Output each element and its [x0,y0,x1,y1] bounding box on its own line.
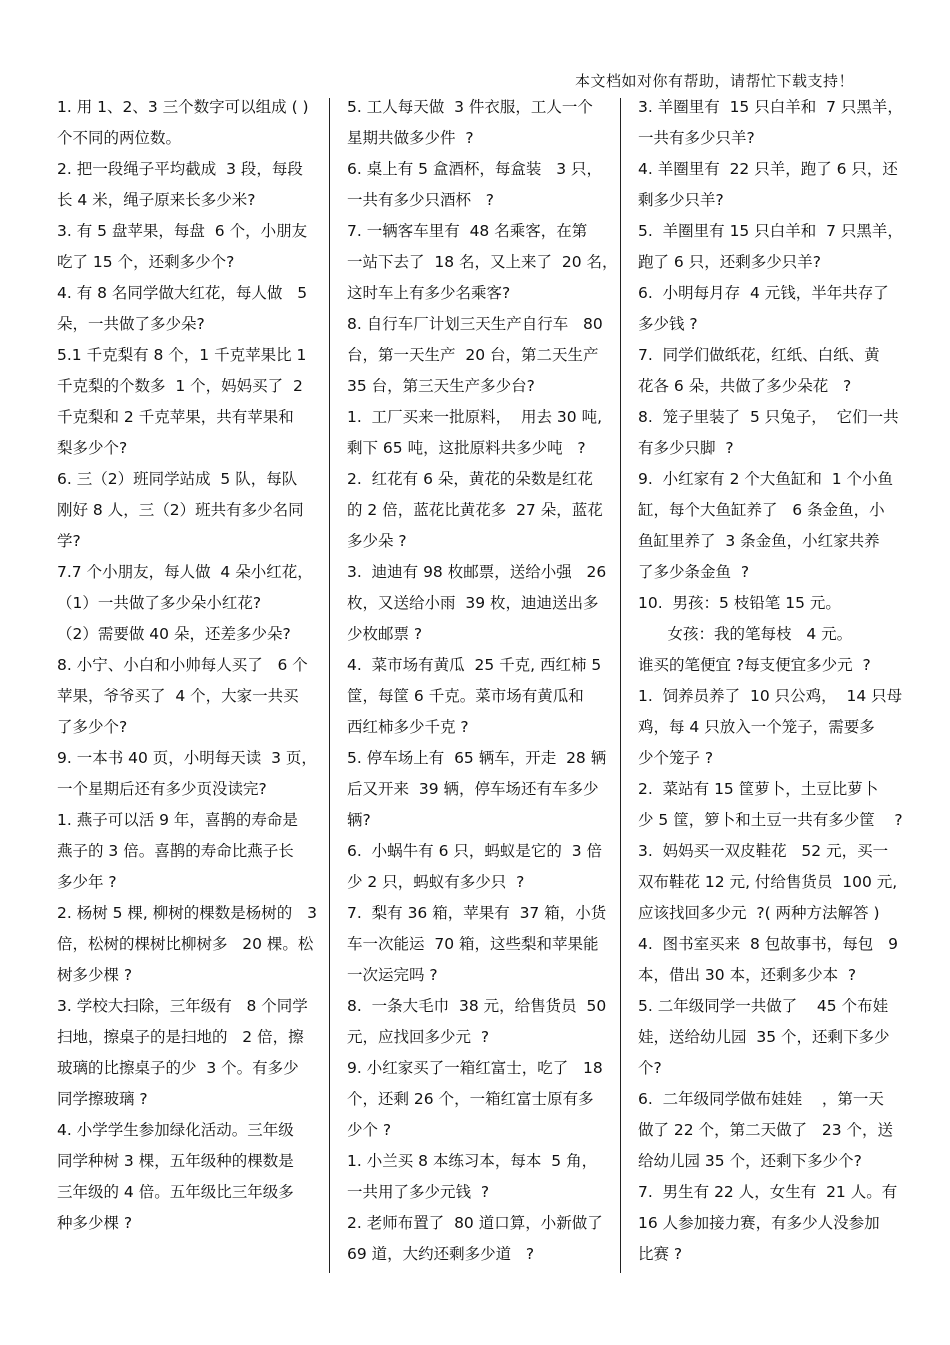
text-line: 应该找回多少元 ?( 两种方法解答 ) [638,904,880,922]
text-line: 6. 小蜗牛有 6 只，蚂蚁是它的 3 倍 [347,842,603,860]
text-line: 千克梨的个数多 1 个，妈妈买了 2 [57,377,303,395]
text-line: 7. 梨有 36 箱，苹果有 37 箱，小货 [347,904,607,922]
text-line: 台，第一天生产 20 台，第二天生产 [347,346,599,364]
text-line: 了多少个? [57,718,128,736]
text-line: 4. 羊圈里有 22 只羊，跑了 6 只，还 [638,160,898,178]
text-line: 4. 菜市场有黄瓜 25 千克, 西红柿 5 [347,656,602,674]
text-line: 7. 男生有 22 人，女生有 21 人。有 [638,1183,898,1201]
text-line: 3. 学校大扫除，三年级有 8 个同学 [57,997,308,1015]
text-line: 1. 小兰买 8 本练习本，每本 5 角， [347,1152,598,1170]
text-line: 女孩：我的笔每枝 4 元。 [638,625,853,643]
column-divider-2 [620,98,621,1273]
text-line: 吃了 15 个，还剩多少个? [57,253,235,271]
text-line: 3. 迪迪有 98 枚邮票，送给小强 26 [347,563,607,581]
text-line: 元，应找回多少元 ? [347,1028,490,1046]
text-line: 朵，一共做了多少朵? [57,315,205,333]
text-line: 1. 燕子可以活 9 年，喜鹊的寿命是 [57,811,298,829]
text-line: 一次运完吗 ? [347,966,438,984]
text-line: 缸，每个大鱼缸养了 6 条金鱼，小 [638,501,885,519]
text-line: 8. 自行车厂计划三天生产自行车 80 [347,315,603,333]
text-line: 5.1 千克梨有 8 个，1 千克苹果比 1 [57,346,307,364]
text-line: 同学擦玻璃 ? [57,1090,148,1108]
text-line: 2. 把一段绳子平均截成 3 段，每段 [57,160,303,178]
text-line: 9. 小红家有 2 个大鱼缸和 1 个小鱼 [638,470,894,488]
text-line: 后又开来 39 辆，停车场还有车多少 [347,780,599,798]
text-line: 西红柿多少千克 ? [347,718,469,736]
text-line: 星期共做多少件 ? [347,129,474,147]
text-line: 树多少棵 ? [57,966,133,984]
text-line: 长 4 米，绳子原来长多少米? [57,191,256,209]
text-line: 1. 工厂买来一批原料， 用去 30 吨, [347,408,603,426]
text-line: 刚好 8 人，三（2）班共有多少名同 [57,501,304,519]
text-line: 1. 饲养员养了 10 只公鸡， 14 只母 [638,687,903,705]
text-line: 7. 一辆客车里有 48 名乘客，在第 [347,222,588,240]
text-line: 跑了 6 只，还剩多少只羊? [638,253,821,271]
text-line: 3. 有 5 盘苹果，每盘 6 个，小朋友 [57,222,308,240]
text-line: 玻璃的比擦桌子的少 3 个。有多少 [57,1059,299,1077]
text-line: （1）一共做了多少朵小红花? [57,594,262,612]
text-line: 少 5 筐，箩卜和土豆一共有多少筐 ? [638,811,903,829]
text-line: 个，还剩 26 个，一箱红富士原有多 [347,1090,594,1108]
text-line: 辆? [347,811,371,829]
text-line: 千克梨和 2 千克苹果，共有苹果和 [57,408,294,426]
text-line: 4. 小学学生参加绿化活动。三年级 [57,1121,294,1139]
text-line: 9. 一本书 40 页，小明每天读 3 页， [57,749,317,767]
text-line: 少枚邮票 ? [347,625,423,643]
text-line: 35 台，第三天生产多少台? [347,377,535,395]
text-line: 5. 羊圈里有 15 只白羊和 7 只黑羊， [638,222,903,240]
text-line: 鱼缸里养了 3 条金鱼，小红家共养 [638,532,880,550]
text-line: 6. 小明每月存 4 元钱，半年共存了 [638,284,889,302]
text-line: 倍，松树的棵树比柳树多 20 棵。松 [57,935,314,953]
text-line: 剩多少只羊? [638,191,724,209]
text-line: 2. 杨树 5 棵, 柳树的棵数是杨树的 3 [57,904,317,922]
text-line: 同学种树 3 棵，五年级种的棵数是 [57,1152,294,1170]
text-line: 5. 停车场上有 65 辆车，开走 28 辆 [347,749,607,767]
text-line: 种多少棵 ? [57,1214,133,1232]
text-line: 筐，每筐 6 千克。菜市场有黄瓜和 [347,687,584,705]
text-line: 1. 用 1、2、3 三个数字可以组成 ( ) [57,98,309,116]
text-line: 个? [638,1059,662,1077]
text-line: 6. 二年级同学做布娃娃 ，第一天 [638,1090,884,1108]
text-line: 做了 22 个，第二天做了 23 个，送 [638,1121,894,1139]
text-line: 2. 老师布置了 80 道口算，小新做了 [347,1214,603,1232]
column-divider-1 [329,98,330,1273]
text-line: 花各 6 朵，共做了多少朵花 ? [638,377,852,395]
text-line: 一共用了多少元钱 ? [347,1183,490,1201]
text-line: 学? [57,532,81,550]
text-line: 比赛 ? [638,1245,683,1263]
text-line: 谁买的笔便宜 ?每支便宜多少元 ? [638,656,871,674]
text-line: 三年级的 4 倍。五年级比三年级多 [57,1183,294,1201]
text-line: 3. 妈妈买一双皮鞋花 52 元，买一 [638,842,889,860]
text-line: 4. 有 8 名同学做大红花，每人做 5 [57,284,308,302]
text-line: 3. 羊圈里有 15 只白羊和 7 只黑羊， [638,98,903,116]
text-line: 2. 红花有 6 朵，黄花的朵数是红花 [347,470,593,488]
text-line: 枚，又送给小雨 39 枚，迪迪送出多 [347,594,599,612]
text-line: 5. 二年级同学一共做了 45 个布娃 [638,997,889,1015]
page-header: 本文档如对你有帮助，请帮忙下载支持！ [574,72,854,90]
text-line: 本，借出 30 本，还剩多少本 ? [638,966,857,984]
text-line: 8. 小宁、小白和小帅每人买了 6 个 [57,656,308,674]
text-line: 少个笼子 ? [638,749,714,767]
text-line: 5. 工人每天做 3 件衣服，工人一个 [347,98,593,116]
text-line: 8. 笼子里装了 5 只兔子， 它们一共 [638,408,899,426]
text-line: 了多少条金鱼 ? [638,563,750,581]
text-line: 给幼儿园 35 个，还剩下多少个? [638,1152,862,1170]
text-line: 多少朵 ? [347,532,407,550]
text-line: 8. 一条大毛巾 38 元，给售货员 50 [347,997,607,1015]
text-line: 多少钱 ? [638,315,698,333]
text-line: 鸡，每 4 只放入一个笼子，需要多 [638,718,875,736]
text-line: 一站下去了 18 名，又上来了 20 名， [347,253,618,271]
text-line: 剩下 65 吨，这批原料共多少吨 ? [347,439,586,457]
text-line: 娃，送给幼儿园 35 个，还剩下多少 [638,1028,890,1046]
text-line: （2）需要做 40 朵，还差多少朵? [57,625,291,643]
column-2 [347,92,618,1270]
text-line: 有多少只脚 ? [638,439,734,457]
column-1 [57,92,325,1239]
text-line: 16 人参加接力赛，有多少人没参加 [638,1214,880,1232]
text-line: 9. 小红家买了一箱红富士，吃了 18 [347,1059,603,1077]
text-line: 的 2 倍，蓝花比黄花多 27 朵，蓝花 [347,501,603,519]
text-line: 一共有多少只羊? [638,129,755,147]
text-line: 少 2 只，蚂蚁有多少只 ? [347,873,525,891]
text-line: 一共有多少只酒杯 ? [347,191,495,209]
column-3 [638,92,908,1270]
text-line: 7. 同学们做纸花，红纸、白纸、黄 [638,346,880,364]
text-line: 多少年 ? [57,873,117,891]
text-line: 6. 桌上有 5 盒酒杯，每盒装 3 只， [347,160,603,178]
text-line: 梨多少个? [57,439,128,457]
text-line: 苹果，爷爷买了 4 个，大家一共买 [57,687,299,705]
text-line: 4. 图书室买来 8 包故事书，每包 9 [638,935,898,953]
text-line: 个不同的两位数。 [57,129,182,147]
text-line: 69 道，大约还剩多少道 ? [347,1245,535,1263]
text-line: 10. 男孩：5 枝铅笔 15 元。 [638,594,841,612]
text-line: 车一次能运 70 箱，这些梨和苹果能 [347,935,599,953]
text-line: 这时车上有多少名乘客? [347,284,511,302]
text-line: 7.7 个小朋友，每人做 4 朵小红花， [57,563,313,581]
text-line: 少个 ? [347,1121,392,1139]
text-line: 一个星期后还有多少页没读完? [57,780,267,798]
text-line: 扫地，擦桌子的是扫地的 2 倍，擦 [57,1028,304,1046]
text-line: 2. 菜站有 15 筐萝卜，土豆比萝卜 [638,780,879,798]
text-line: 双布鞋花 12 元, 付给售货员 100 元, [638,873,898,891]
text-line: 6. 三（2）班同学站成 5 队，每队 [57,470,298,488]
text-line: 燕子的 3 倍。喜鹊的寿命比燕子长 [57,842,294,860]
